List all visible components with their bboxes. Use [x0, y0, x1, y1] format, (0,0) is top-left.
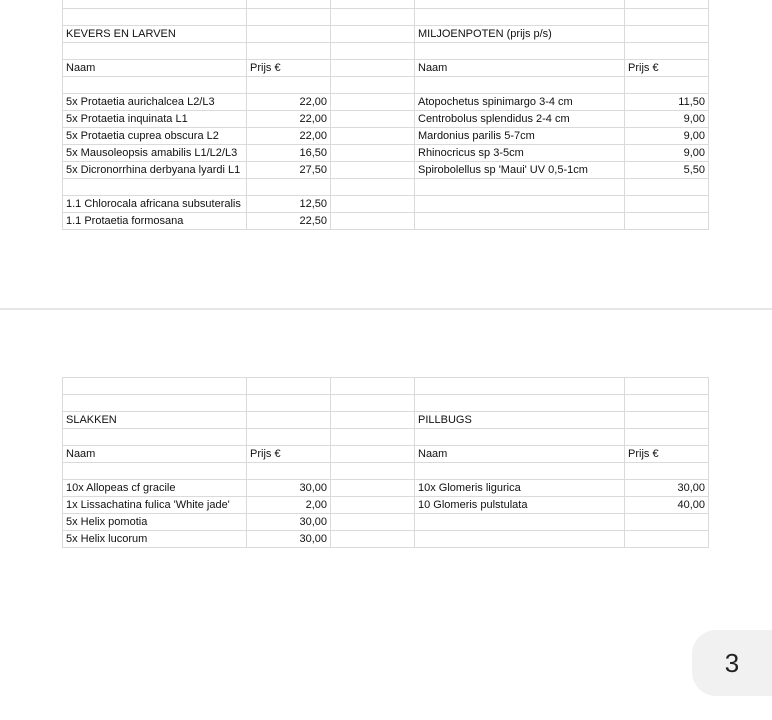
section-title-snails: SLAKKEN [63, 412, 247, 429]
table-row [63, 162, 709, 179]
item-price: 22,00 [247, 94, 331, 111]
col-header-name: Naam [415, 446, 625, 463]
col-header-price: Prijs € [625, 60, 709, 77]
item-price: 22,50 [247, 213, 331, 230]
item-name: Spirobolellus sp 'Maui' UV 0,5-1cm [415, 162, 625, 179]
item-name: 5x Mausoleopsis amabilis L1/L2/L3 [63, 145, 247, 162]
item-price [625, 531, 709, 548]
table-row [63, 497, 709, 514]
item-name: Atopochetus spinimargo 3-4 cm [415, 94, 625, 111]
item-name: 1x Lissachatina fulica 'White jade' [63, 497, 247, 514]
item-name: 5x Protaetia inquinata L1 [63, 111, 247, 128]
section-title-beetles: KEVERS EN LARVEN [63, 26, 247, 43]
item-price: 16,50 [247, 145, 331, 162]
table-row [63, 111, 709, 128]
table-row [63, 94, 709, 111]
item-price: 22,00 [247, 128, 331, 145]
blank-row [63, 9, 709, 26]
table-row [63, 514, 709, 531]
item-price: 22,00 [247, 111, 331, 128]
blank-row [63, 395, 709, 412]
item-price [625, 514, 709, 531]
item-name: Centrobolus splendidus 2-4 cm [415, 111, 625, 128]
item-price: 9,00 [625, 128, 709, 145]
item-name: 5x Dicronorrhina derbyana lyardi L1 [63, 162, 247, 179]
item-price: 30,00 [247, 514, 331, 531]
blank-row [63, 43, 709, 60]
item-price: 5,50 [625, 162, 709, 179]
section-title-row [63, 26, 709, 43]
item-price: 30,00 [625, 480, 709, 497]
blank-row [63, 378, 709, 395]
table-row [63, 531, 709, 548]
item-name [415, 514, 625, 531]
item-name: 10x Glomeris ligurica [415, 480, 625, 497]
blank-row [63, 463, 709, 480]
item-name: 5x Protaetia cuprea obscura L2 [63, 128, 247, 145]
blank-row [63, 179, 709, 196]
table-row [63, 145, 709, 162]
item-price: 2,00 [247, 497, 331, 514]
table-row [63, 480, 709, 497]
col-header-name: Naam [63, 60, 247, 77]
item-price: 30,00 [247, 531, 331, 548]
item-name: Mardonius parilis 5-7cm [415, 128, 625, 145]
item-name: 1.1 Chlorocala africana subsuteralis [63, 196, 247, 213]
section-title-millipedes: MILJOENPOTEN (prijs p/s) [415, 26, 625, 43]
item-name [415, 531, 625, 548]
section-title-pillbugs: PILLBUGS [415, 412, 625, 429]
blank-row [63, 77, 709, 94]
col-header-price: Prijs € [625, 446, 709, 463]
col-header-price: Prijs € [247, 60, 331, 77]
item-price: 9,00 [625, 111, 709, 128]
col-header-name: Naam [63, 446, 247, 463]
item-price: 30,00 [247, 480, 331, 497]
item-price: 27,50 [247, 162, 331, 179]
item-name: 5x Helix lucorum [63, 531, 247, 548]
price-table-beetles-millipedes [62, 0, 709, 230]
price-table-snails-pillbugs [62, 377, 709, 548]
item-name: 1.1 Protaetia formosana [63, 213, 247, 230]
table-row [63, 196, 709, 213]
col-header-name: Naam [415, 60, 625, 77]
page-separator [0, 308, 772, 310]
item-price: 12,50 [247, 196, 331, 213]
blank-row [63, 0, 709, 9]
blank-row [63, 429, 709, 446]
section-title-row [63, 412, 709, 429]
header-row [63, 60, 709, 77]
item-name: 5x Protaetia aurichalcea L2/L3 [63, 94, 247, 111]
table-row [63, 128, 709, 145]
item-name: 10 Glomeris pulstulata [415, 497, 625, 514]
item-price: 40,00 [625, 497, 709, 514]
item-price: 11,50 [625, 94, 709, 111]
table-row [63, 213, 709, 230]
page-number-badge: 3 [692, 630, 772, 696]
col-header-price: Prijs € [247, 446, 331, 463]
item-name: Rhinocricus sp 3-5cm [415, 145, 625, 162]
header-row [63, 446, 709, 463]
item-name: 10x Allopeas cf gracile [63, 480, 247, 497]
item-name: 5x Helix pomotia [63, 514, 247, 531]
item-price: 9,00 [625, 145, 709, 162]
